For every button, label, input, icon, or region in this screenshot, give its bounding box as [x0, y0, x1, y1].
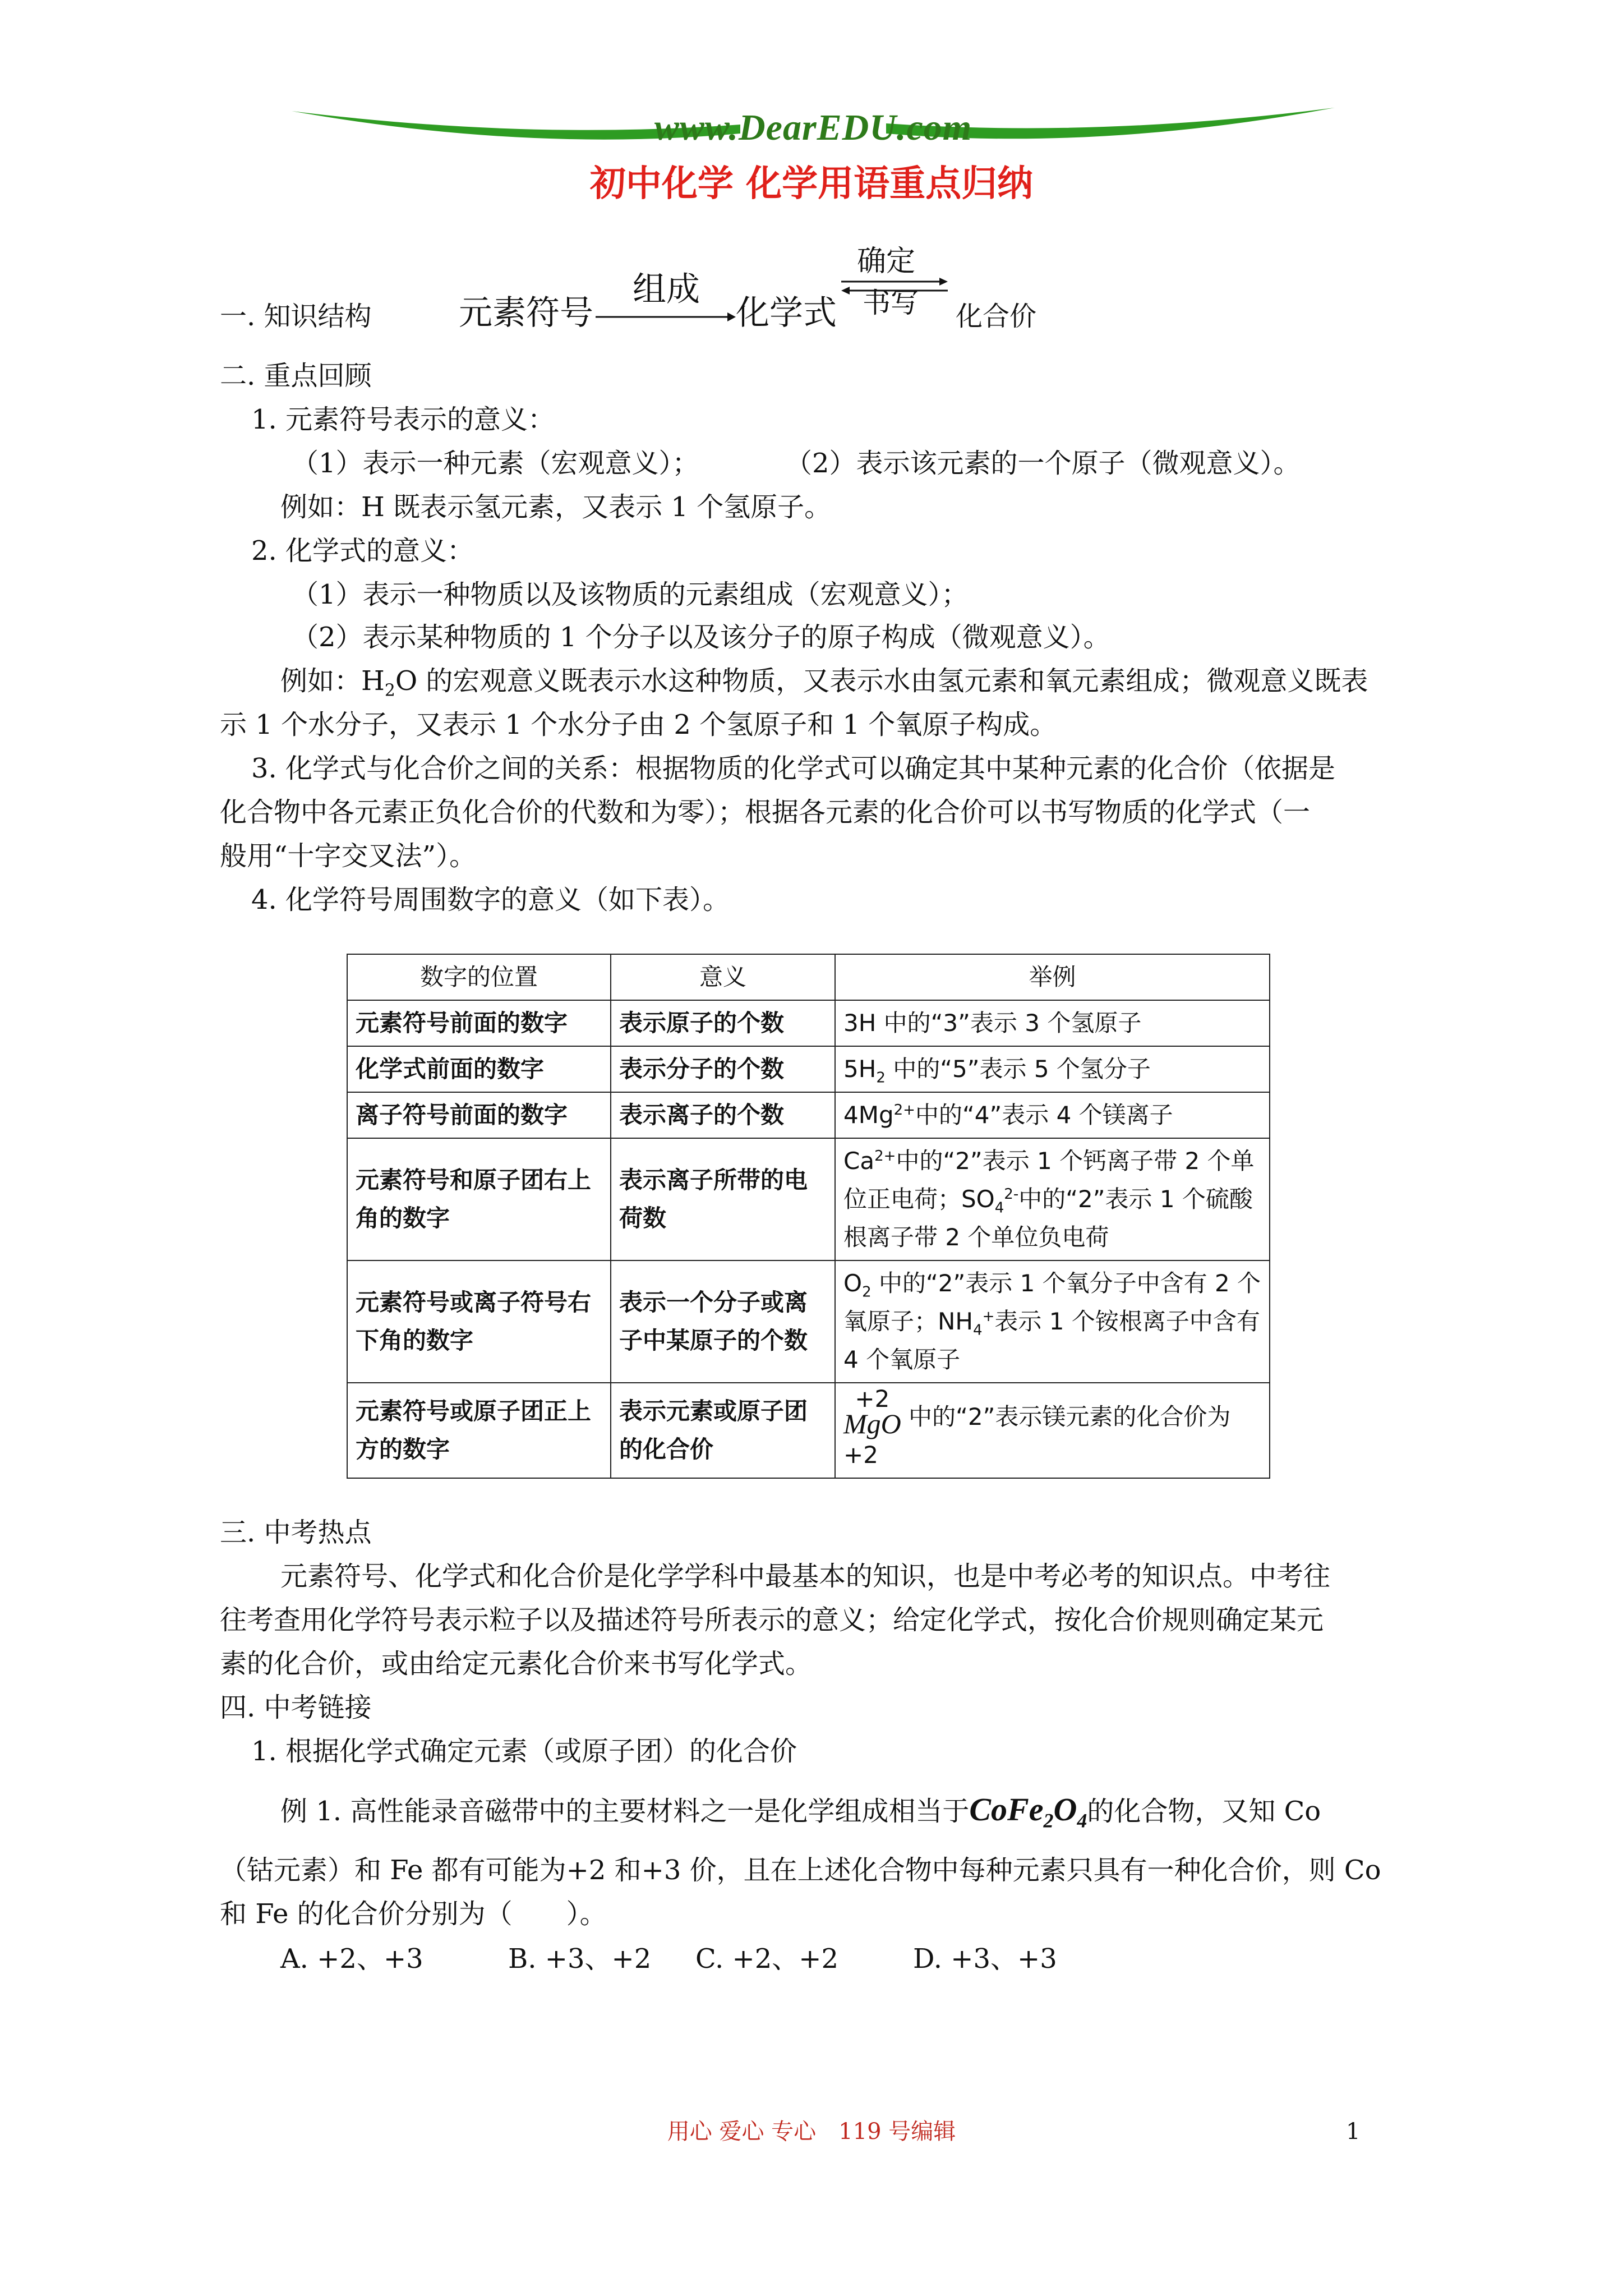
point-1-example: 例如：H 既表示氢元素，又表示 1 个氢原子。 — [280, 491, 832, 523]
site-url[interactable]: www.DearEDU.com — [654, 107, 972, 148]
number-meaning-table — [347, 954, 1270, 1479]
table-cell: 表示原子的个数 — [611, 1000, 835, 1046]
table-cell: 表示元素或原子团的化合价 — [611, 1383, 835, 1478]
table-cell: $5H_2$ 中的“5”表示 5 个氢分子 — [835, 1046, 1270, 1092]
table-header: 意义 — [611, 954, 835, 1000]
structure-arrow2-top-label: 确定 — [857, 245, 916, 278]
section-4-point-1: 1. 根据化学式确定元素（或原子团）的化合价 — [251, 1736, 797, 1767]
point-4: 4. 化学符号周围数字的意义（如下表）。 — [251, 884, 730, 915]
table-row — [347, 1092, 1270, 1138]
option-a: A. +2、+3 — [280, 1943, 423, 1975]
point-3-line1: 3. 化学式与化合价之间的关系：根据物质的化学式可以确定其中某种元素的化合价（依据是 — [251, 753, 1336, 784]
point-2: 2. 化学式的意义： — [251, 535, 474, 567]
example-1-line1: 例 1. 高性能录音磁带中的主要材料之一是化学组成相当于$CoFe_2O_4$的化合物，又知 Co — [280, 1791, 1321, 1832]
table-row — [347, 1260, 1270, 1383]
table-cell: $4Mg^{2+}$中的“4”表示 4 个镁离子 — [835, 1092, 1270, 1138]
table-cell: $O_2$ 中的“2”表示 1 个氧分子中含有 2 个氧原子；$NH_4^+$表示 1 个铵根离子中含有 4 个氧原子 — [835, 1260, 1270, 1383]
section-3-label: 三. 中考热点 — [220, 1517, 372, 1548]
point-1b: （2）表示该元素的一个原子（微观意义）。 — [785, 448, 1301, 479]
example-1-line2: （钴元素）和 Fe 都有可能为+2 和+3 价，且在上述化合物中每种元素只具有一种化合价，则 Co — [220, 1855, 1381, 1886]
table-cell: 表示离子的个数 — [611, 1092, 835, 1138]
table-row — [347, 1046, 1270, 1092]
point-3-line3: 般用“十字交叉法”）。 — [220, 840, 477, 872]
page-title: 初中化学 化学用语重点归纳 — [589, 163, 1034, 205]
formula-cofe2o4: $CoFe_2O_4$ — [969, 1791, 1087, 1832]
option-b: B. +3、+2 — [508, 1943, 652, 1975]
structure-element-symbol: 元素符号 — [459, 293, 593, 333]
section-3-line1: 元素符号、化学式和化合价是化学学科中最基本的知识，也是中考必考的知识点。中考往 — [280, 1561, 1331, 1592]
footer-note: 用心 爱心 专心 119 号编辑 — [667, 2119, 956, 2145]
table-header-row — [347, 954, 1270, 1000]
point-2a: （1）表示一种物质以及该物质的元素组成（宏观意义）； — [292, 579, 969, 610]
point-2b: （2）表示某种物质的 1 个分子以及该分子的原子构成（微观意义）。 — [292, 622, 1110, 653]
point-2-example-cont: 示 1 个水分子，又表示 1 个水分子由 2 个氢原子和 1 个氧原子构成。 — [220, 709, 1057, 740]
section-3-line2: 往考查用化学符号表示粒子以及描述符号所表示的意义；给定化学式，按化合价规则确定某元 — [220, 1604, 1324, 1636]
section-1-label: 一. 知识结构 — [220, 301, 372, 332]
point-1a: （1）表示一种元素（宏观意义）； — [292, 448, 699, 479]
section-3-line3: 素的化合价，或由给定元素化合价来书写化学式。 — [220, 1648, 813, 1680]
table-cell: 元素符号或离子符号右下角的数字 — [347, 1260, 611, 1383]
table-cell: +2 MgO 中的“2”表示镁元素的化合价为+2 — [835, 1383, 1270, 1478]
table-cell: 元素符号前面的数字 — [347, 1000, 611, 1046]
section-2-label: 二. 重点回顾 — [220, 360, 372, 392]
table-cell: 化学式前面的数字 — [347, 1046, 611, 1092]
table-cell: 表示分子的个数 — [611, 1046, 835, 1092]
section-4-label: 四. 中考链接 — [220, 1692, 372, 1723]
table-header: 举例 — [835, 954, 1270, 1000]
option-d: D. +3、+3 — [913, 1943, 1057, 1975]
table-cell: $Ca^{2+}$中的“2”表示 1 个钙离子带 2 个单位正电荷；$SO_4^{2-}$中的“2”表示 1 个硫酸根离子带 2 个单位负电荷 — [835, 1138, 1270, 1260]
structure-chemical-formula: 化学式 — [736, 293, 837, 333]
table-cell: 表示离子所带的电荷数 — [611, 1138, 835, 1260]
table-row — [347, 1138, 1270, 1260]
page-number: 1 — [1346, 2119, 1361, 2145]
table-row — [347, 1383, 1270, 1478]
table-row — [347, 1000, 1270, 1046]
option-c: C. +2、+2 — [695, 1943, 839, 1975]
formula-mgo: MgO — [843, 1408, 901, 1439]
table-cell: 离子符号前面的数字 — [347, 1092, 611, 1138]
point-3-line2: 化合物中各元素正负化合价的代数和为零）；根据各元素的化合价可以书写物质的化学式（一 — [220, 797, 1311, 828]
structure-arrow1 — [596, 309, 736, 325]
table-cell: 3H 中的“3”表示 3 个氢原子 — [835, 1000, 1270, 1046]
table-header: 数字的位置 — [347, 954, 611, 1000]
valence-mark: +2 — [855, 1385, 890, 1412]
structure-arrow1-label: 组成 — [633, 270, 700, 309]
point-2-example: 例如：$H_2O$ 的宏观意义既表示水这种物质，又表示水由氢元素和氧元素组成；微观意义既表 — [280, 665, 1368, 701]
point-1: 1. 元素符号表示的意义： — [251, 404, 555, 435]
example-1-line3: 和 Fe 的化合价分别为（ ）。 — [220, 1898, 607, 1930]
table-cell: 元素符号或原子团正上方的数字 — [347, 1383, 611, 1478]
structure-valence: 化合价 — [956, 301, 1037, 332]
table-cell: 元素符号和原子团右上角的数字 — [347, 1138, 611, 1260]
table-cell: 表示一个分子或离子中某原子的个数 — [611, 1260, 835, 1383]
site-banner — [292, 101, 1335, 163]
structure-arrow2-bottom-label: 书写 — [863, 287, 919, 319]
